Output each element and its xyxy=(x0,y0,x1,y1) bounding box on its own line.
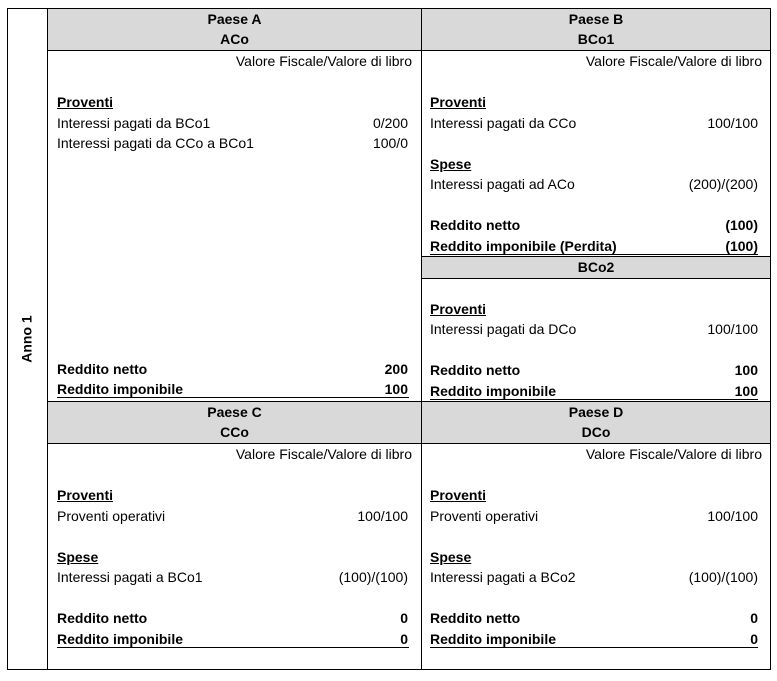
taxable-income-label-c: Reddito imponibile xyxy=(57,631,183,647)
proventi-label-b: Proventi xyxy=(430,94,487,110)
country-title-b: Paese B xyxy=(568,11,624,27)
entity-title-c: CCo xyxy=(220,424,249,440)
row-label-a2: Interessi pagati da CCo a BCo1 xyxy=(57,135,254,151)
row-value-c2: (100)/(100) xyxy=(338,569,408,585)
taxable-income-value-c: 0 xyxy=(400,631,408,647)
total-underline-c xyxy=(57,647,409,648)
total-underline-b2 xyxy=(430,399,758,400)
taxable-income-value-a: 100 xyxy=(384,381,408,397)
row-value-d2: (100)/(100) xyxy=(688,569,758,585)
row-value-a2: 100/0 xyxy=(372,135,408,151)
side-divider xyxy=(47,8,48,670)
taxable-income-label-d: Reddito imponibile xyxy=(430,631,556,647)
column-heading-a: Valore Fiscale/Valore di libro xyxy=(235,53,412,69)
column-heading-c: Valore Fiscale/Valore di libro xyxy=(235,446,412,462)
taxable-income-label-b2: Reddito imponibile xyxy=(430,383,556,399)
spese-label-b: Spese xyxy=(430,156,472,172)
row-label-d2: Interessi pagati a BCo2 xyxy=(430,569,576,585)
header-bco2 xyxy=(422,256,770,279)
row-value-b2-1: 100/100 xyxy=(707,321,758,337)
net-income-value-a: 200 xyxy=(384,361,408,377)
total-underline-a xyxy=(57,397,409,398)
spese-label-c: Spese xyxy=(57,549,99,565)
row-label-c2: Interessi pagati a BCo1 xyxy=(57,569,203,585)
net-income-label-c: Reddito netto xyxy=(57,610,148,626)
row-label-a1: Interessi pagati da BCo1 xyxy=(57,115,211,131)
column-heading-b: Valore Fiscale/Valore di libro xyxy=(585,53,762,69)
net-income-label-a: Reddito netto xyxy=(57,361,148,377)
spese-label-d: Spese xyxy=(430,549,472,565)
net-income-label-b2: Reddito netto xyxy=(430,362,521,378)
header-paese-c xyxy=(48,402,421,444)
entity-title-b2: BCo2 xyxy=(577,259,615,275)
row-label-b2: Interessi pagati ad ACo xyxy=(430,176,575,192)
country-title-a: Paese A xyxy=(207,11,262,27)
row-value-b2: (200)/(200) xyxy=(688,176,758,192)
row-label-b2-1: Interessi pagati da DCo xyxy=(430,321,577,337)
proventi-label-a: Proventi xyxy=(57,94,114,110)
header-paese-d xyxy=(422,402,770,444)
proventi-label-b2: Proventi xyxy=(430,301,487,317)
net-income-label-d: Reddito netto xyxy=(430,610,521,626)
entity-title-b: BCo1 xyxy=(577,31,615,47)
taxable-income-value-b: (100) xyxy=(725,238,758,254)
row-value-a1: 0/200 xyxy=(372,115,408,131)
net-income-value-b2: 100 xyxy=(734,362,758,378)
row-label-c1: Proventi operativi xyxy=(57,508,166,524)
column-divider xyxy=(421,8,422,670)
taxable-income-label-b: Reddito imponibile (Perdita) xyxy=(430,238,617,254)
net-income-value-b: (100) xyxy=(725,217,758,233)
net-income-value-d: 0 xyxy=(750,610,758,626)
total-underline-d xyxy=(430,647,758,648)
total-underline-b xyxy=(430,254,758,255)
country-title-d: Paese D xyxy=(568,404,624,420)
net-income-label-b: Reddito netto xyxy=(430,217,521,233)
header-paese-b xyxy=(422,9,770,51)
year-label xyxy=(7,8,47,670)
header-paese-a xyxy=(48,9,421,51)
entity-title-d: DCo xyxy=(581,424,611,440)
taxable-income-value-b2: 100 xyxy=(734,383,758,399)
entity-title-a: ACo xyxy=(220,31,249,47)
row-label-b1: Interessi pagati da CCo xyxy=(430,115,577,131)
proventi-label-c: Proventi xyxy=(57,487,114,503)
row-label-d1: Proventi operativi xyxy=(430,508,539,524)
net-income-value-c: 0 xyxy=(400,610,408,626)
row-value-c1: 100/100 xyxy=(357,508,408,524)
row-value-b1: 100/100 xyxy=(707,115,758,131)
row-value-d1: 100/100 xyxy=(707,508,758,524)
column-heading-d: Valore Fiscale/Valore di libro xyxy=(585,446,762,462)
taxable-income-value-d: 0 xyxy=(750,631,758,647)
country-title-c: Paese C xyxy=(207,404,262,420)
year-label-text: Anno 1 xyxy=(19,315,36,363)
proventi-label-d: Proventi xyxy=(430,487,487,503)
taxable-income-label-a: Reddito imponibile xyxy=(57,381,183,397)
